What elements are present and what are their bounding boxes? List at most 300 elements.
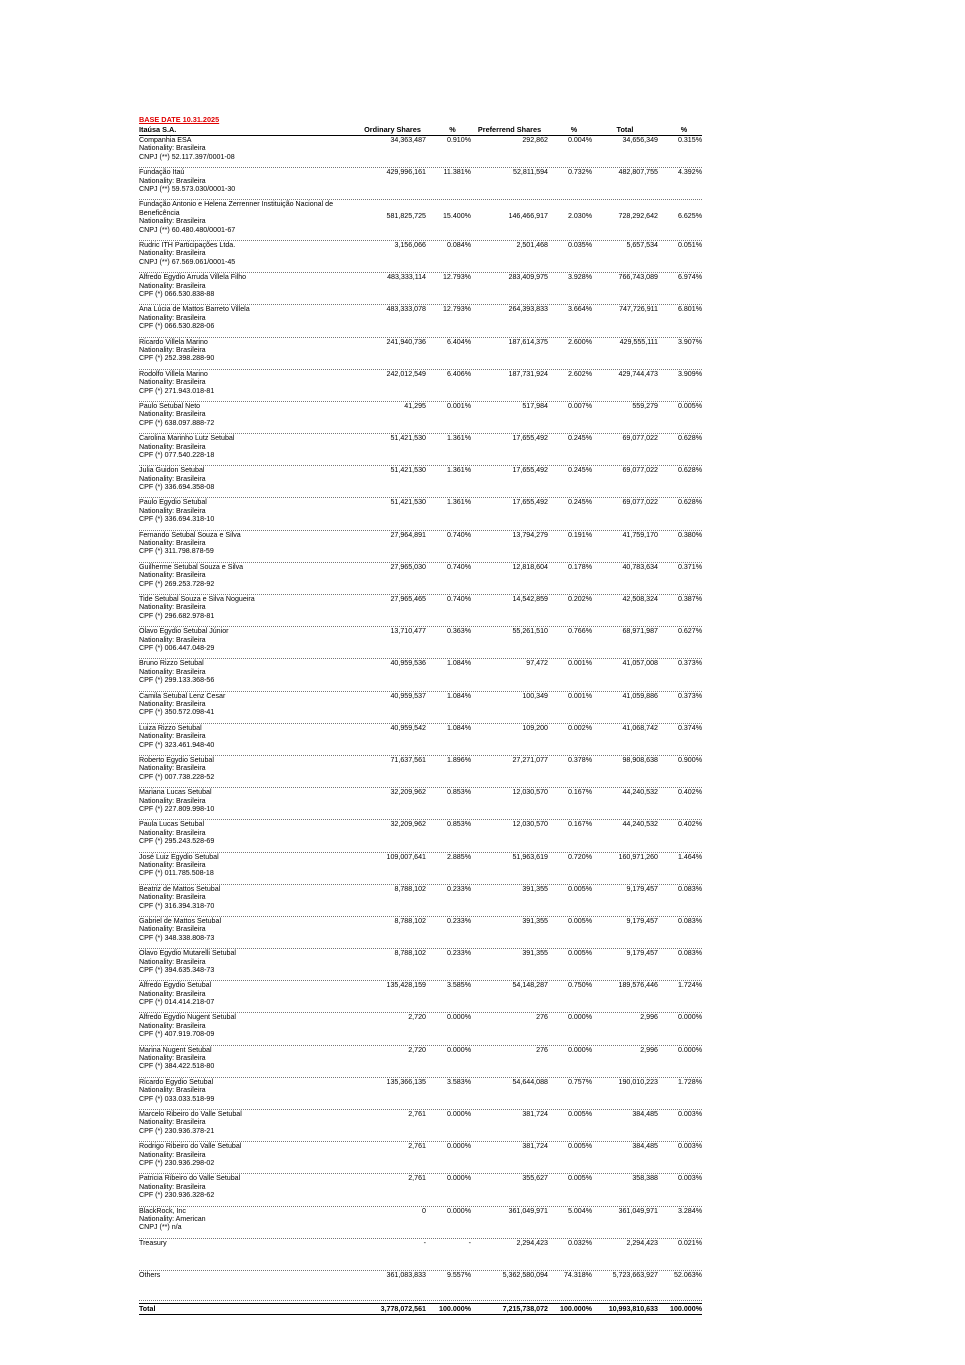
table-row [139,563,702,595]
ordinary-shares: 27,964,891 [390,530,426,539]
table-row [139,627,702,659]
preferred-pct: 3.664% [567,305,592,314]
table-row [139,1078,702,1110]
total-shares: 34,656,349 [622,136,658,144]
preferred-pct: 0.005% [567,949,592,958]
total-shares: 189,576,446 [618,981,658,990]
shareholder-nationality: Nationality: Brasileira [139,345,206,354]
table-row [139,1207,702,1239]
table-row [139,724,702,756]
total-pct: 0.900% [677,755,702,764]
total-shares: 41,057,008 [622,659,658,668]
preferred-shares: 391,355 [522,884,548,893]
total-total: 10,993,810,633 [608,1304,658,1313]
total-pct: 1.724% [677,981,702,990]
shareholder-id: CPF (*) 336.694.318-10 [139,515,215,524]
shareholder-nationality: Nationality: Brasileira [139,281,206,290]
ordinary-shares: 2,761 [408,1142,426,1151]
shareholder-name: Tide Setubal Souza e Silva Nogueira [139,595,255,604]
preferred-shares: 187,614,375 [508,337,548,346]
shareholder-name: Olavo Egydio Mutarelli Setubal [139,949,236,958]
total-shares: 69,077,022 [622,434,658,443]
table-row [139,756,702,788]
total-shares: 9,179,457 [626,916,658,925]
total-pct: 0.628% [677,498,702,507]
table-row [139,1110,702,1142]
total-pref-pct: 100.000% [560,1304,592,1313]
total-pct: 0.083% [677,949,702,958]
total-shares: 40,783,634 [622,562,658,571]
shareholder-nationality: Nationality: Brasileira [139,957,206,966]
shareholder-name: Ricardo Villela Marino [139,337,208,346]
shareholder-name: BlackRock, Inc [139,1206,186,1215]
shareholder-name: Marina Nugent Setubal [139,1045,212,1054]
shareholder-nationality: Nationality: Brasileira [139,506,206,515]
total-shares: 42,508,324 [622,595,658,604]
ordinary-pct: 1.084% [446,659,471,668]
preferred-shares: 27,271,077 [512,755,548,764]
shareholder-info [139,402,359,433]
total-pct: 0.083% [677,916,702,925]
shareholder-info [139,1110,359,1141]
table-row [139,305,702,337]
table-row [139,788,702,820]
shareholder-info [139,885,359,916]
shareholder-id: CPF (*) 077.540.228-18 [139,450,215,459]
shareholder-id: CPF (*) 394.635.348-73 [139,965,215,974]
total-pct: 1.728% [677,1077,702,1086]
shareholder-info [139,627,359,658]
ordinary-shares: 71,637,561 [390,755,426,764]
ordinary-shares: 483,333,078 [386,305,426,314]
shareholder-name: Fundação Antonio e Helena Zerrenner Instituição Nacional de Beneficência [139,200,334,217]
shareholder-name: Luiza Rizzo Setubal [139,723,202,732]
shareholder-id: CPF (*) 350.572.098-41 [139,708,215,717]
shareholder-nationality: Nationality: Brasileira [139,410,206,419]
total-pct: 0.380% [677,530,702,539]
total-pct: 0.387% [677,595,702,604]
shareholder-id: CPF (*) 230.936.328-62 [139,1191,215,1200]
total-shares: 384,485 [632,1110,658,1119]
total-total-pct: 100.000% [670,1304,702,1313]
ordinary-pct: 6.404% [446,337,471,346]
table-row [139,917,702,949]
table-row [139,981,702,1013]
preferred-shares: 54,148,287 [512,981,548,990]
shareholder-id: CPF (*) 348.338.808-73 [139,933,215,942]
header-total: Total [616,125,634,134]
treasury-total: 2,294,423 [626,1238,658,1247]
ordinary-pct: 0.000% [446,1174,471,1183]
preferred-shares: 355,627 [522,1174,548,1183]
preferred-shares: 17,655,492 [512,466,548,475]
total-pct: 0.627% [677,627,702,636]
preferred-shares: 276 [536,1013,548,1022]
ordinary-shares: 242,012,549 [386,369,426,378]
total-shares: 482,807,755 [618,168,658,177]
table-header [139,125,702,136]
preferred-pct: 0.245% [567,466,592,475]
total-shares: 559,279 [632,401,658,410]
ordinary-pct: 0.233% [446,916,471,925]
preferred-shares: 391,355 [522,916,548,925]
shareholder-name: Companhia ESA [139,136,192,144]
preferred-pct: 0.002% [567,723,592,732]
shareholder-nationality: Nationality: Brasileira [139,378,206,387]
header-pct-preferred: % [570,125,578,134]
others-ord-pct: 9.557% [446,1270,471,1279]
table-row [139,853,702,885]
total-pct: 0.000% [677,1013,702,1022]
shareholder-id: CPF (*) 638.097.888-72 [139,418,215,427]
total-pct: 3.907% [677,337,702,346]
table-row [139,338,702,370]
total-shares: 5,657,534 [626,240,658,249]
shareholder-info [139,853,359,884]
ordinary-shares: 8,788,102 [394,916,426,925]
preferred-pct: 0.035% [567,240,592,249]
total-pref: 7,215,738,072 [502,1304,548,1313]
table-row [139,692,702,724]
ordinary-pct: 0.740% [446,530,471,539]
ordinary-shares: 40,959,537 [390,691,426,700]
preferred-pct: 0.766% [567,627,592,636]
preferred-pct: 0.000% [567,1045,592,1054]
treasury-name: Treasury [139,1238,167,1247]
header-preferred: Preferrend Shares [477,125,542,134]
preferred-pct: 0.245% [567,434,592,443]
others-row [139,1271,702,1301]
shareholder-nationality: Nationality: Brasileira [139,1182,206,1191]
shareholder-id: CPF (*) 252.398.288-90 [139,354,215,363]
total-shares: 41,068,742 [622,723,658,732]
total-pct: 0.003% [677,1110,702,1119]
shareholder-id: CPF (*) 299.133.368-56 [139,676,215,685]
shareholder-id: CPF (*) 407.919.708-09 [139,1030,215,1039]
preferred-shares: 381,724 [522,1110,548,1119]
header-company: Itaúsa S.A. [139,125,177,134]
others-pref: 5,362,580,094 [502,1270,548,1279]
ordinary-shares: 32,209,962 [390,820,426,829]
preferred-shares: 54,644,088 [512,1077,548,1086]
total-pct: 0.003% [677,1142,702,1151]
header-pct-total: % [680,125,688,134]
shareholder-id: CPF (*) 271.943.018-81 [139,386,215,395]
total-shares: 98,908,638 [622,755,658,764]
preferred-pct: 0.202% [567,595,592,604]
shareholder-info [139,917,359,948]
shareholder-name: José Luiz Egydio Setubal [139,852,219,861]
preferred-pct: 0.005% [567,916,592,925]
ordinary-shares: 13,710,477 [390,627,426,636]
preferred-pct: 0.191% [567,530,592,539]
shareholder-nationality: Nationality: Brasileira [139,571,206,580]
table-row [139,820,702,852]
total-shares: 160,971,260 [618,852,658,861]
shareholder-id: CPF (*) 323.461.948-40 [139,740,215,749]
total-pct: 3.284% [677,1206,702,1215]
total-pct: 0.374% [677,723,702,732]
shareholder-info [139,241,359,272]
shareholder-id: CPF (*) 007.738.228-52 [139,772,215,781]
ordinary-pct: 12.793% [442,305,471,314]
table-row [139,273,702,305]
shareholder-name: Fundação Itaú [139,168,185,177]
shareholder-nationality: Nationality: Brasileira [139,176,206,185]
total-pct: 6.625% [677,212,702,221]
table-row [139,136,702,168]
total-shares: 41,759,170 [622,530,658,539]
ordinary-shares: 34,363,487 [390,136,426,144]
ordinary-pct: 11.381% [443,168,471,177]
total-shares: 69,077,022 [622,466,658,475]
ordinary-shares: 40,959,536 [390,659,426,668]
treasury-ord: - [423,1238,426,1247]
shareholder-nationality: Nationality: Brasileira [139,603,206,612]
ordinary-shares: 2,761 [408,1110,426,1119]
shareholder-nationality: Nationality: Brasileira [139,539,206,548]
shareholder-table [139,115,702,1315]
shareholder-name: Julia Guidon Setubal [139,466,205,475]
preferred-pct: 0.004% [567,136,592,144]
ordinary-shares: 0 [422,1206,426,1215]
total-pct: 0.000% [677,1045,702,1054]
preferred-pct: 2.600% [567,337,592,346]
total-shares: 9,179,457 [626,884,658,893]
shareholder-nationality: Nationality: Brasileira [139,1086,206,1095]
preferred-pct: 0.757% [567,1077,592,1086]
total-pct: 6.974% [677,273,702,282]
preferred-pct: 0.167% [567,820,592,829]
preferred-pct: 0.005% [567,1110,592,1119]
total-shares: 429,744,473 [618,369,658,378]
table-row [139,1142,702,1174]
total-shares: 41,059,886 [622,691,658,700]
total-pct: 3.909% [677,369,702,378]
ordinary-pct: 15.400% [442,212,471,221]
shareholder-name: Ricardo Egydio Setubal [139,1077,214,1086]
ordinary-shares: 8,788,102 [394,949,426,958]
shareholder-nationality: Nationality: American [139,1215,206,1223]
total-pct: 0.005% [677,401,702,410]
ordinary-pct: 0.910% [446,136,471,144]
ordinary-pct: 1.361% [446,434,471,443]
preferred-shares: 2,501,468 [516,240,548,249]
table-row [139,370,702,402]
shareholder-name: Rodrigo Ribeiro do Valle Setubal [139,1142,242,1151]
shareholder-info [139,1174,359,1205]
preferred-shares: 52,811,594 [513,168,548,177]
header-ordinary: Ordinary Shares [364,125,421,134]
others-name: Others [139,1270,161,1279]
ordinary-shares: 8,788,102 [394,884,426,893]
shareholder-info [139,692,359,723]
ordinary-shares: 2,720 [408,1013,426,1022]
ordinary-pct: 0.233% [446,949,471,958]
total-name: Total [139,1304,156,1313]
shareholder-nationality: Nationality: Brasileira [139,796,206,805]
ordinary-shares: 3,156,066 [394,240,426,249]
shareholder-id: CNPJ (**) 67.569.061/0001-45 [139,257,236,266]
shareholder-nationality: Nationality: Brasileira [139,1118,206,1127]
shareholder-rows [139,136,702,1239]
shareholder-nationality: Nationality: Brasileira [139,1021,206,1030]
shareholder-info [139,168,359,199]
ordinary-pct: 3.583% [446,1077,471,1086]
preferred-pct: 0.005% [567,1142,592,1151]
ordinary-shares: 581,825,725 [386,212,426,221]
ordinary-pct: 0.000% [446,1110,471,1119]
preferred-shares: 12,030,570 [512,788,548,797]
shareholder-id: CPF (*) 295.243.528-69 [139,837,215,846]
table-row [139,402,702,434]
shareholder-info [139,1207,359,1238]
shareholder-info [139,659,359,690]
shareholder-info [139,563,359,594]
shareholder-info [139,949,359,980]
shareholder-nationality: Nationality: Brasileira [139,474,206,483]
shareholder-nationality: Nationality: Brasileira [139,989,206,998]
others-pref-pct: 74.318% [563,1270,592,1279]
shareholder-info [139,1013,359,1044]
total-pct: 0.373% [677,691,702,700]
preferred-shares: 12,030,570 [512,820,548,829]
preferred-shares: 283,409,975 [508,273,548,282]
preferred-shares: 17,655,492 [512,434,548,443]
treasury-pref: 2,294,423 [516,1238,548,1247]
shareholder-name: Paula Lucas Setubal [139,820,205,829]
others-total-pct: 52.063% [673,1270,702,1279]
ordinary-pct: 0.363% [446,627,471,636]
total-ord-pct: 100.000% [439,1304,471,1313]
preferred-pct: 3.928% [567,273,592,282]
shareholder-info [139,305,359,336]
total-shares: 358,388 [632,1174,658,1183]
shareholder-info [139,136,359,167]
shareholder-info [139,788,359,819]
preferred-shares: 391,355 [522,949,548,958]
total-pct: 0.083% [677,884,702,893]
total-shares: 747,726,911 [619,305,658,314]
ordinary-pct: 1.084% [446,691,471,700]
table-row [139,885,702,917]
ordinary-pct: 1.896% [446,755,471,764]
ordinary-pct: 0.853% [446,788,471,797]
ordinary-pct: 0.084% [446,240,471,249]
shareholder-nationality: Nationality: Brasileira [139,144,206,153]
preferred-pct: 0.167% [567,788,592,797]
shareholder-name: Paulo Setubal Neto [139,401,201,410]
shareholder-id: CPF (*) 311.798.878-59 [139,547,214,556]
preferred-shares: 381,724 [522,1142,548,1151]
preferred-pct: 0.005% [567,884,592,893]
table-row [139,659,702,691]
shareholder-info [139,273,359,304]
table-row [139,434,702,466]
total-shares: 2,996 [640,1013,658,1022]
shareholder-id: CPF (*) 011.785.508-18 [139,869,214,878]
others-total: 5,723,663,927 [612,1270,658,1279]
shareholder-info [139,756,359,787]
preferred-shares: 13,794,279 [512,530,548,539]
shareholder-name: Fernando Setubal Souza e Silva [139,530,241,539]
shareholder-nationality: Nationality: Brasileira [139,667,206,676]
ordinary-shares: 241,940,736 [386,337,426,346]
table-row [139,498,702,530]
shareholder-id: CPF (*) 269.253.728-92 [139,579,215,588]
ordinary-pct: 0.740% [446,595,471,604]
ordinary-pct: 0.233% [446,884,471,893]
preferred-pct: 0.007% [567,401,592,410]
shareholder-name: Gabriel de Mattos Setubal [139,916,222,925]
ordinary-pct: 0.000% [446,1142,471,1151]
total-shares: 2,996 [640,1045,658,1054]
preferred-shares: 17,655,492 [512,498,548,507]
shareholder-name: Olavo Egydio Setubal Júnior [139,627,229,636]
ordinary-shares: 109,007,641 [386,852,426,861]
ordinary-shares: 32,209,962 [390,788,426,797]
preferred-shares: 55,261,510 [512,627,548,636]
shareholder-nationality: Nationality: Brasileira [139,925,206,934]
preferred-shares: 292,862 [522,136,548,144]
table-row [139,200,702,241]
shareholder-nationality: Nationality: Brasileira [139,635,206,644]
total-shares: 44,240,532 [622,820,658,829]
shareholder-info [139,724,359,755]
shareholder-name: Paulo Egydio Setubal [139,498,207,507]
shareholder-name: Bruno Rizzo Setubal [139,659,204,668]
shareholder-info [139,1046,359,1077]
shareholder-id: CPF (*) 014.414.218-07 [139,998,215,1007]
ordinary-pct: 0.001% [446,401,471,410]
shareholder-info [139,498,359,529]
preferred-pct: 0.000% [567,1013,592,1022]
ordinary-shares: 40,959,542 [390,723,426,732]
ordinary-pct: 0.853% [446,820,471,829]
table-row [139,168,702,200]
ordinary-pct: 0.000% [446,1013,471,1022]
preferred-shares: 100,349 [522,691,548,700]
total-pct: 0.628% [677,434,702,443]
shareholder-name: Alfredo Egydio Setubal [139,981,212,990]
header-pct-ordinary: % [449,125,456,134]
shareholder-nationality: Nationality: Brasileira [139,700,206,708]
shareholder-name: Ana Lúcia de Mattos Barreto Villela [139,305,250,314]
shareholder-id: CPF (*) 006.447.048-29 [139,644,215,653]
total-pct: 0.315% [677,136,702,144]
shareholder-id: CNPJ (**) 52.117.397/0001-08 [139,152,235,161]
preferred-shares: 517,984 [522,401,548,410]
total-pct: 4.392% [677,168,702,177]
preferred-shares: 276 [536,1045,548,1054]
table-row [139,1013,702,1045]
ordinary-pct: 1.361% [446,498,471,507]
shareholder-name: Roberto Egydio Setubal [139,755,214,764]
ordinary-pct: 0.000% [446,1206,471,1215]
ordinary-shares: 2,720 [408,1045,426,1054]
shareholder-info [139,820,359,851]
shareholder-nationality: Nationality: Brasileira [139,217,206,226]
ordinary-pct: 3.585% [446,981,471,990]
total-pct: 0.402% [677,820,702,829]
shareholder-name: Rudric ITH Participações Ltda. [139,240,236,249]
preferred-shares: 146,466,917 [508,212,548,221]
ordinary-shares: 41,295 [404,401,426,410]
shareholder-info [139,1142,359,1173]
ordinary-shares: 51,421,530 [390,498,426,507]
shareholder-id: CPF (*) 227.809.998-10 [139,804,215,813]
total-pct: 0.628% [677,466,702,475]
